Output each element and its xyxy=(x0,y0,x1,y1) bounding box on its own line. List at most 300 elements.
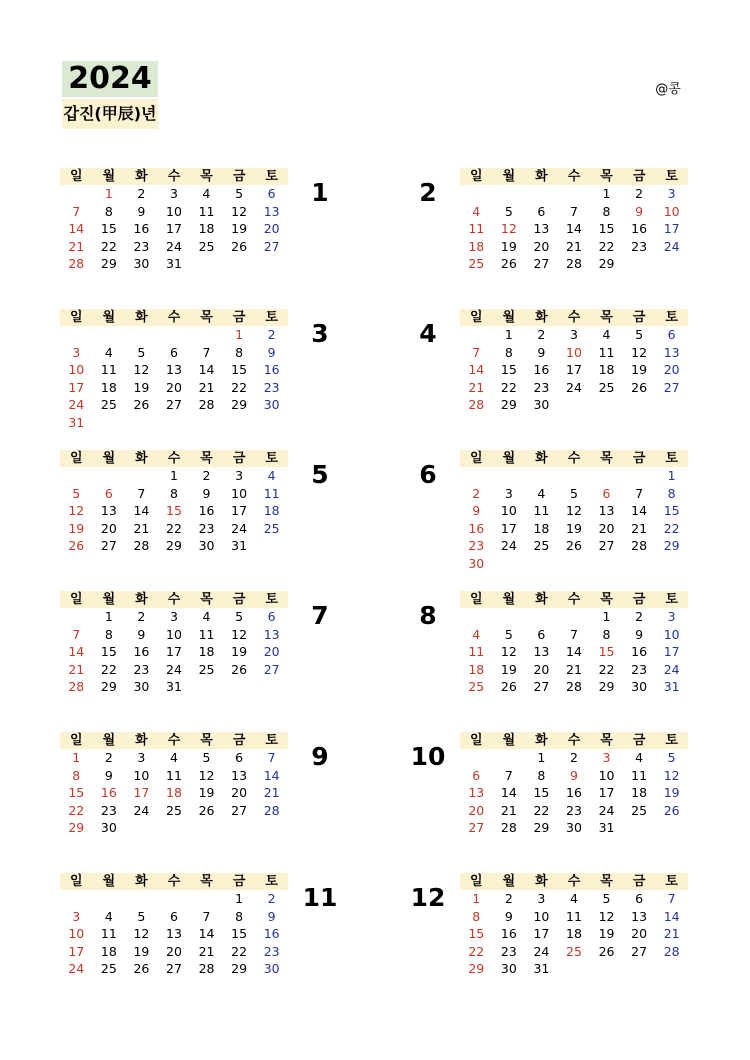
weekday-label: 월 xyxy=(502,451,516,466)
day-cell: 29 xyxy=(100,679,117,695)
day-cell: 6 xyxy=(635,891,644,906)
month-number: 2 xyxy=(419,178,437,207)
day-cell: 2 xyxy=(137,186,146,201)
day-cell: 10 xyxy=(663,626,680,642)
day-empty xyxy=(460,749,493,767)
day-cell: 3 xyxy=(72,344,81,360)
day-cell: 9 xyxy=(137,626,146,642)
weekday-label: 목 xyxy=(200,874,213,889)
day-cell: 2 xyxy=(104,750,113,765)
day-cell: 27 xyxy=(468,820,485,836)
day-cell: 25 xyxy=(468,256,485,272)
weekday-label: 화 xyxy=(535,310,548,325)
weekday-label: 월 xyxy=(502,592,516,607)
day-cell: 25 xyxy=(598,379,615,395)
day-empty xyxy=(460,467,493,485)
weekday-label: 화 xyxy=(535,874,548,889)
day-cell: 6 xyxy=(537,203,546,219)
weekday-header xyxy=(460,309,688,326)
day-cell: 2 xyxy=(635,609,644,624)
day-cell: 26 xyxy=(631,379,648,395)
day-cell: 12 xyxy=(631,344,648,360)
weekday-label: 토 xyxy=(665,592,678,607)
day-cell: 30 xyxy=(468,555,485,571)
day-cell: 22 xyxy=(663,520,680,536)
day-cell: 3 xyxy=(537,891,546,906)
day-empty xyxy=(125,326,158,344)
day-cell: 26 xyxy=(198,802,215,818)
weekday-header xyxy=(60,873,288,890)
day-cell: 3 xyxy=(235,468,244,483)
weekday-header xyxy=(60,168,288,185)
day-cell: 27 xyxy=(533,679,550,695)
day-cell: 3 xyxy=(169,609,178,624)
day-cell: 30 xyxy=(500,961,517,977)
day-cell: 3 xyxy=(667,609,676,624)
weekday-label: 일 xyxy=(70,169,83,184)
day-cell: 10 xyxy=(133,767,150,783)
day-cell: 31 xyxy=(533,961,550,977)
day-cell: 27 xyxy=(631,943,648,959)
weekday-label: 일 xyxy=(70,451,83,466)
day-cell: 11 xyxy=(100,926,117,942)
day-cell: 27 xyxy=(598,538,615,554)
day-cell: 15 xyxy=(500,362,517,378)
day-cell: 12 xyxy=(500,644,517,660)
day-cell: 5 xyxy=(235,609,244,624)
day-grid xyxy=(460,749,688,837)
day-cell: 13 xyxy=(100,503,117,519)
day-cell: 19 xyxy=(500,238,517,254)
day-cell: 14 xyxy=(663,908,680,924)
weekday-label: 수 xyxy=(167,451,181,466)
day-cell: 3 xyxy=(72,908,81,924)
day-cell: 22 xyxy=(100,238,117,254)
day-cell: 18 xyxy=(468,661,485,677)
weekday-header xyxy=(60,450,288,467)
day-cell: 28 xyxy=(133,538,150,554)
day-cell: 16 xyxy=(631,221,648,237)
day-cell: 31 xyxy=(166,256,182,272)
day-cell: 8 xyxy=(235,908,244,924)
day-cell: 8 xyxy=(235,344,244,360)
weekday-header xyxy=(60,309,288,326)
day-cell: 1 xyxy=(667,468,676,483)
day-cell: 7 xyxy=(569,203,578,219)
day-cell: 26 xyxy=(500,256,517,272)
day-cell: 24 xyxy=(500,538,517,554)
day-cell: 5 xyxy=(635,327,644,342)
weekday-label: 화 xyxy=(135,874,148,889)
day-cell: 25 xyxy=(100,961,117,977)
day-cell: 11 xyxy=(598,344,615,360)
day-cell: 16 xyxy=(566,785,582,801)
weekday-label: 목 xyxy=(600,874,613,889)
day-cell: 28 xyxy=(663,943,680,959)
day-cell: 29 xyxy=(231,397,248,413)
day-cell: 19 xyxy=(598,926,615,942)
day-cell: 20 xyxy=(231,785,248,801)
day-cell: 15 xyxy=(598,644,615,660)
day-cell: 11 xyxy=(468,644,485,660)
day-cell: 22 xyxy=(468,943,485,959)
weekday-label: 수 xyxy=(567,169,581,184)
weekday-label: 화 xyxy=(135,310,148,325)
weekday-label: 일 xyxy=(470,310,483,325)
day-cell: 30 xyxy=(533,397,550,413)
day-cell: 29 xyxy=(663,538,680,554)
day-cell: 13 xyxy=(663,344,680,360)
day-cell: 12 xyxy=(133,362,150,378)
day-cell: 6 xyxy=(267,186,276,201)
day-cell: 11 xyxy=(100,362,117,378)
day-cell: 21 xyxy=(663,926,680,942)
month-number: 7 xyxy=(311,601,329,630)
day-cell: 3 xyxy=(137,750,146,765)
day-empty xyxy=(590,467,623,485)
day-cell: 31 xyxy=(231,538,248,554)
day-cell: 11 xyxy=(533,503,550,519)
day-cell: 31 xyxy=(663,679,680,695)
weekday-label: 화 xyxy=(135,592,148,607)
weekday-label: 화 xyxy=(135,451,148,466)
weekday-header xyxy=(460,732,688,749)
weekday-label: 월 xyxy=(102,451,116,466)
day-cell: 15 xyxy=(663,503,680,519)
day-cell: 23 xyxy=(566,802,582,818)
day-cell: 29 xyxy=(598,679,615,695)
day-cell: 12 xyxy=(663,767,680,783)
weekday-label: 수 xyxy=(167,592,181,607)
day-cell: 7 xyxy=(202,908,211,924)
weekday-label: 토 xyxy=(265,733,278,748)
day-cell: 30 xyxy=(100,820,117,836)
day-cell: 24 xyxy=(231,520,248,536)
day-cell: 5 xyxy=(235,186,244,201)
day-cell: 10 xyxy=(166,626,182,642)
month-11 xyxy=(60,873,288,978)
weekday-label: 월 xyxy=(102,169,116,184)
day-cell: 23 xyxy=(631,238,648,254)
day-cell: 7 xyxy=(472,344,481,360)
day-cell: 8 xyxy=(104,626,113,642)
day-cell: 1 xyxy=(235,891,244,906)
day-cell: 26 xyxy=(566,538,582,554)
day-cell: 25 xyxy=(100,397,117,413)
day-cell: 4 xyxy=(602,327,611,342)
day-cell: 6 xyxy=(472,767,481,783)
day-cell: 7 xyxy=(635,485,644,501)
day-cell: 18 xyxy=(598,362,615,378)
day-cell: 23 xyxy=(631,661,648,677)
day-cell: 25 xyxy=(198,661,215,677)
weekday-header xyxy=(460,450,688,467)
day-empty xyxy=(623,467,656,485)
day-cell: 4 xyxy=(169,750,178,765)
weekday-label: 금 xyxy=(632,451,646,466)
day-cell: 19 xyxy=(133,379,150,395)
day-cell: 20 xyxy=(533,238,550,254)
day-empty xyxy=(558,467,591,485)
weekday-label: 금 xyxy=(232,169,246,184)
weekday-label: 목 xyxy=(200,733,213,748)
month-number: 11 xyxy=(302,883,338,912)
day-cell: 21 xyxy=(566,661,582,677)
day-cell: 21 xyxy=(468,379,485,395)
weekday-label: 월 xyxy=(102,592,116,607)
day-cell: 24 xyxy=(166,661,182,677)
day-cell: 4 xyxy=(202,186,211,201)
day-cell: 14 xyxy=(263,767,280,783)
month-number: 3 xyxy=(311,319,329,348)
day-cell: 15 xyxy=(100,221,117,237)
day-cell: 24 xyxy=(133,802,150,818)
day-cell: 2 xyxy=(137,609,146,624)
day-cell: 10 xyxy=(566,344,582,360)
day-cell: 15 xyxy=(100,644,117,660)
day-cell: 16 xyxy=(500,926,517,942)
day-cell: 20 xyxy=(166,379,182,395)
day-cell: 18 xyxy=(100,379,117,395)
month-number: 5 xyxy=(311,460,329,489)
weekday-label: 월 xyxy=(102,310,116,325)
day-cell: 12 xyxy=(68,503,85,519)
day-cell: 22 xyxy=(231,943,248,959)
day-cell: 14 xyxy=(133,503,150,519)
day-cell: 3 xyxy=(569,327,578,342)
day-cell: 30 xyxy=(198,538,215,554)
day-cell: 18 xyxy=(533,520,550,536)
month-2 xyxy=(460,168,688,273)
day-cell: 23 xyxy=(263,379,280,395)
weekday-label: 수 xyxy=(567,733,581,748)
day-cell: 4 xyxy=(635,750,644,765)
day-cell: 25 xyxy=(198,238,215,254)
day-cell: 6 xyxy=(169,344,178,360)
day-cell: 13 xyxy=(533,221,550,237)
day-cell: 5 xyxy=(602,891,611,906)
day-cell: 19 xyxy=(231,221,248,237)
day-cell: 23 xyxy=(468,538,485,554)
day-cell: 14 xyxy=(566,644,582,660)
day-empty xyxy=(60,185,93,203)
day-empty xyxy=(125,467,158,485)
day-cell: 18 xyxy=(631,785,648,801)
weekday-header xyxy=(460,168,688,185)
day-empty xyxy=(158,326,191,344)
day-cell: 19 xyxy=(198,785,215,801)
day-cell: 12 xyxy=(198,767,215,783)
weekday-label: 화 xyxy=(535,592,548,607)
day-cell: 2 xyxy=(202,468,211,483)
weekday-label: 금 xyxy=(232,310,246,325)
day-empty xyxy=(493,608,526,626)
day-cell: 7 xyxy=(137,485,146,501)
day-cell: 27 xyxy=(263,238,280,254)
day-cell: 20 xyxy=(533,661,550,677)
year-title: 2024 xyxy=(62,61,158,97)
month-9 xyxy=(60,732,288,837)
day-grid xyxy=(60,608,288,696)
day-empty xyxy=(125,890,158,908)
day-cell: 11 xyxy=(631,767,648,783)
day-cell: 24 xyxy=(663,238,680,254)
day-cell: 21 xyxy=(68,661,85,677)
day-cell: 4 xyxy=(104,908,113,924)
day-cell: 6 xyxy=(267,609,276,624)
day-cell: 17 xyxy=(566,362,582,378)
day-cell: 18 xyxy=(263,503,280,519)
weekday-label: 토 xyxy=(665,451,678,466)
day-cell: 1 xyxy=(169,468,178,483)
day-empty xyxy=(493,185,526,203)
day-cell: 27 xyxy=(100,538,117,554)
day-empty xyxy=(493,749,526,767)
day-cell: 30 xyxy=(631,679,648,695)
day-cell: 19 xyxy=(566,520,582,536)
day-cell: 20 xyxy=(100,520,117,536)
day-cell: 8 xyxy=(169,485,178,501)
day-cell: 9 xyxy=(137,203,146,219)
day-cell: 8 xyxy=(472,908,481,924)
day-cell: 11 xyxy=(468,221,485,237)
day-cell: 12 xyxy=(500,221,517,237)
day-cell: 23 xyxy=(533,379,550,395)
weekday-label: 수 xyxy=(567,874,581,889)
day-cell: 5 xyxy=(504,203,513,219)
day-empty xyxy=(158,890,191,908)
day-cell: 26 xyxy=(598,943,615,959)
day-cell: 16 xyxy=(631,644,648,660)
day-cell: 10 xyxy=(598,767,615,783)
day-cell: 6 xyxy=(537,626,546,642)
day-cell: 1 xyxy=(602,186,611,201)
day-cell: 7 xyxy=(569,626,578,642)
day-cell: 29 xyxy=(68,820,85,836)
weekday-label: 일 xyxy=(470,451,483,466)
day-cell: 9 xyxy=(635,626,644,642)
day-cell: 14 xyxy=(198,926,215,942)
day-cell: 19 xyxy=(663,785,680,801)
day-empty xyxy=(60,326,93,344)
day-cell: 26 xyxy=(133,961,150,977)
ganji-label: 갑진(甲辰)년 xyxy=(62,99,158,129)
day-cell: 12 xyxy=(598,908,615,924)
day-cell: 10 xyxy=(166,203,182,219)
day-cell: 29 xyxy=(231,961,248,977)
day-cell: 14 xyxy=(631,503,648,519)
day-cell: 4 xyxy=(472,203,481,219)
day-cell: 3 xyxy=(667,186,676,201)
day-cell: 18 xyxy=(166,785,182,801)
day-cell: 7 xyxy=(72,203,81,219)
day-cell: 18 xyxy=(468,238,485,254)
day-cell: 22 xyxy=(166,520,182,536)
day-cell: 16 xyxy=(133,644,150,660)
day-cell: 14 xyxy=(500,785,517,801)
weekday-label: 수 xyxy=(567,592,581,607)
weekday-label: 월 xyxy=(102,733,116,748)
day-empty xyxy=(60,467,93,485)
day-cell: 17 xyxy=(533,926,550,942)
weekday-label: 화 xyxy=(535,169,548,184)
day-grid xyxy=(60,890,288,978)
day-cell: 26 xyxy=(68,538,85,554)
day-cell: 17 xyxy=(663,221,680,237)
day-cell: 17 xyxy=(663,644,680,660)
weekday-label: 일 xyxy=(470,169,483,184)
day-cell: 5 xyxy=(137,908,146,924)
day-grid xyxy=(60,467,288,555)
weekday-header xyxy=(460,873,688,890)
day-cell: 2 xyxy=(504,891,513,906)
day-cell: 2 xyxy=(537,327,546,342)
day-cell: 10 xyxy=(68,362,85,378)
day-cell: 1 xyxy=(104,609,113,624)
day-cell: 14 xyxy=(198,362,215,378)
weekday-label: 일 xyxy=(70,592,83,607)
day-cell: 20 xyxy=(663,362,680,378)
day-cell: 17 xyxy=(166,221,182,237)
day-cell: 7 xyxy=(72,626,81,642)
weekday-label: 금 xyxy=(232,451,246,466)
day-cell: 28 xyxy=(566,679,582,695)
day-cell: 16 xyxy=(198,503,215,519)
day-cell: 1 xyxy=(104,186,113,201)
weekday-label: 화 xyxy=(535,451,548,466)
day-cell: 22 xyxy=(100,661,117,677)
day-grid xyxy=(460,185,688,273)
weekday-label: 목 xyxy=(200,451,213,466)
weekday-label: 토 xyxy=(665,733,678,748)
month-number: 6 xyxy=(419,460,437,489)
day-cell: 15 xyxy=(468,926,485,942)
day-cell: 13 xyxy=(263,626,280,642)
day-cell: 4 xyxy=(472,626,481,642)
day-cell: 15 xyxy=(231,926,248,942)
weekday-label: 목 xyxy=(600,169,613,184)
day-cell: 23 xyxy=(263,943,280,959)
day-cell: 9 xyxy=(202,485,211,501)
weekday-label: 금 xyxy=(632,592,646,607)
weekday-label: 토 xyxy=(265,169,278,184)
day-cell: 20 xyxy=(166,943,182,959)
day-cell: 13 xyxy=(598,503,615,519)
weekday-label: 일 xyxy=(470,592,483,607)
weekday-label: 목 xyxy=(600,451,613,466)
day-cell: 24 xyxy=(663,661,680,677)
weekday-label: 화 xyxy=(135,733,148,748)
weekday-label: 월 xyxy=(502,310,516,325)
day-cell: 28 xyxy=(68,679,85,695)
day-cell: 10 xyxy=(500,503,517,519)
day-cell: 28 xyxy=(198,961,215,977)
weekday-label: 일 xyxy=(470,874,483,889)
day-cell: 7 xyxy=(267,750,276,765)
day-cell: 29 xyxy=(598,256,615,272)
day-cell: 4 xyxy=(202,609,211,624)
day-cell: 21 xyxy=(631,520,648,536)
day-cell: 23 xyxy=(198,520,215,536)
day-cell: 9 xyxy=(569,767,578,783)
day-cell: 22 xyxy=(68,802,85,818)
day-cell: 30 xyxy=(133,679,150,695)
day-cell: 12 xyxy=(133,926,150,942)
day-cell: 5 xyxy=(72,485,81,501)
day-cell: 20 xyxy=(263,644,280,660)
weekday-label: 토 xyxy=(265,592,278,607)
day-cell: 14 xyxy=(566,221,582,237)
